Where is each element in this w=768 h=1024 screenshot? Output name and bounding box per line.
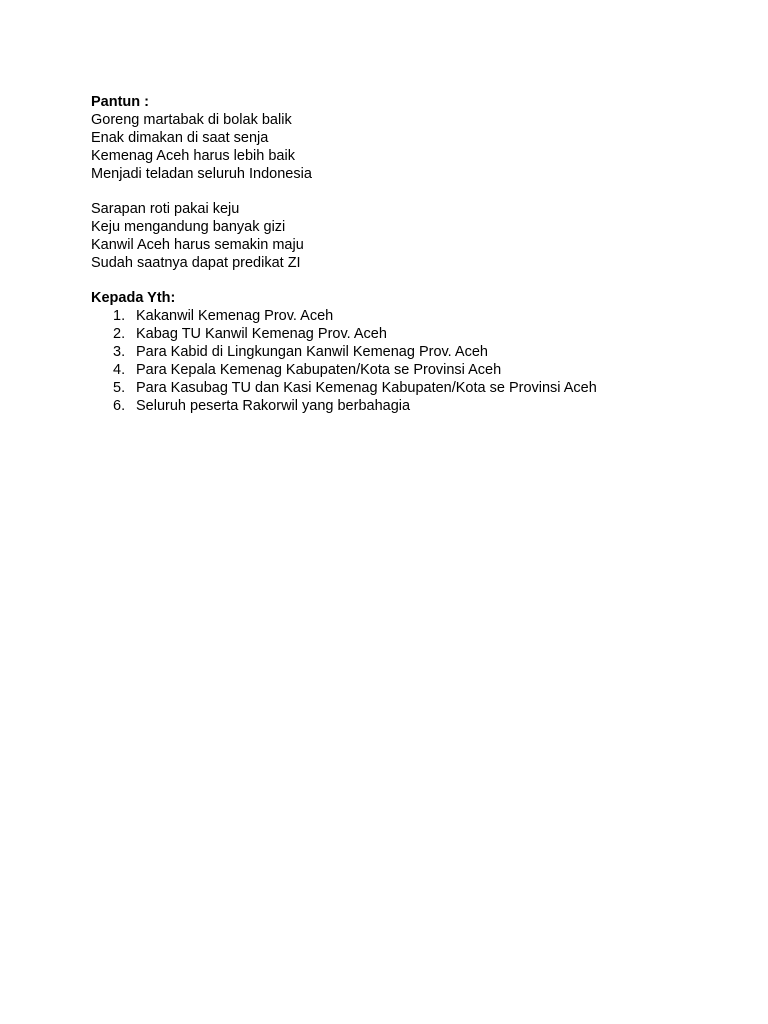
- document-body: [91, 93, 731, 415]
- list-item-text: Para Kepala Kemenag Kabupaten/Kota se Provinsi Aceh: [136, 362, 502, 378]
- list-item-number: 2.: [113, 326, 126, 342]
- pantun-line: Keju mengandung banyak gizi: [91, 219, 286, 235]
- list-item-text: Para Kabid di Lingkungan Kanwil Kemenag Prov. Aceh: [136, 344, 488, 360]
- pantun-line: Sarapan roti pakai keju: [91, 201, 240, 217]
- list-item-text: Para Kasubag TU dan Kasi Kemenag Kabupaten/Kota se Provinsi Aceh: [136, 380, 597, 396]
- recipients-heading: Kepada Yth:: [91, 290, 176, 306]
- pantun-line: Enak dimakan di saat senja: [91, 130, 269, 146]
- list-item-number: 1.: [113, 308, 126, 324]
- list-item: [91, 325, 731, 343]
- section-spacer: [91, 272, 731, 289]
- list-item-number: 5.: [113, 380, 126, 396]
- pantun-line: Kanwil Aceh harus semakin maju: [91, 237, 304, 253]
- list-item: [91, 307, 731, 325]
- list-item-number: 3.: [113, 344, 126, 360]
- pantun-stanza-2: [91, 200, 731, 272]
- list-item-number: 6.: [113, 398, 126, 414]
- list-item: [91, 397, 731, 415]
- list-item-text: Kakanwil Kemenag Prov. Aceh: [136, 308, 334, 324]
- stanza-spacer: [91, 183, 731, 200]
- pantun-line: Kemenag Aceh harus lebih baik: [91, 148, 295, 164]
- pantun-heading: Pantun :: [91, 94, 149, 110]
- list-item: [91, 361, 731, 379]
- pantun-line: Menjadi teladan seluruh Indonesia: [91, 166, 312, 182]
- list-item-text: Kabag TU Kanwil Kemenag Prov. Aceh: [136, 326, 387, 342]
- pantun-stanza-1: [91, 111, 731, 183]
- list-item-text: Seluruh peserta Rakorwil yang berbahagia: [136, 398, 411, 414]
- pantun-line: Goreng martabak di bolak balik: [91, 112, 292, 128]
- recipient-list: [91, 307, 731, 415]
- pantun-line: Sudah saatnya dapat predikat ZI: [91, 255, 301, 271]
- list-item-number: 4.: [113, 362, 126, 378]
- list-item: [91, 379, 731, 397]
- list-item: [91, 343, 731, 361]
